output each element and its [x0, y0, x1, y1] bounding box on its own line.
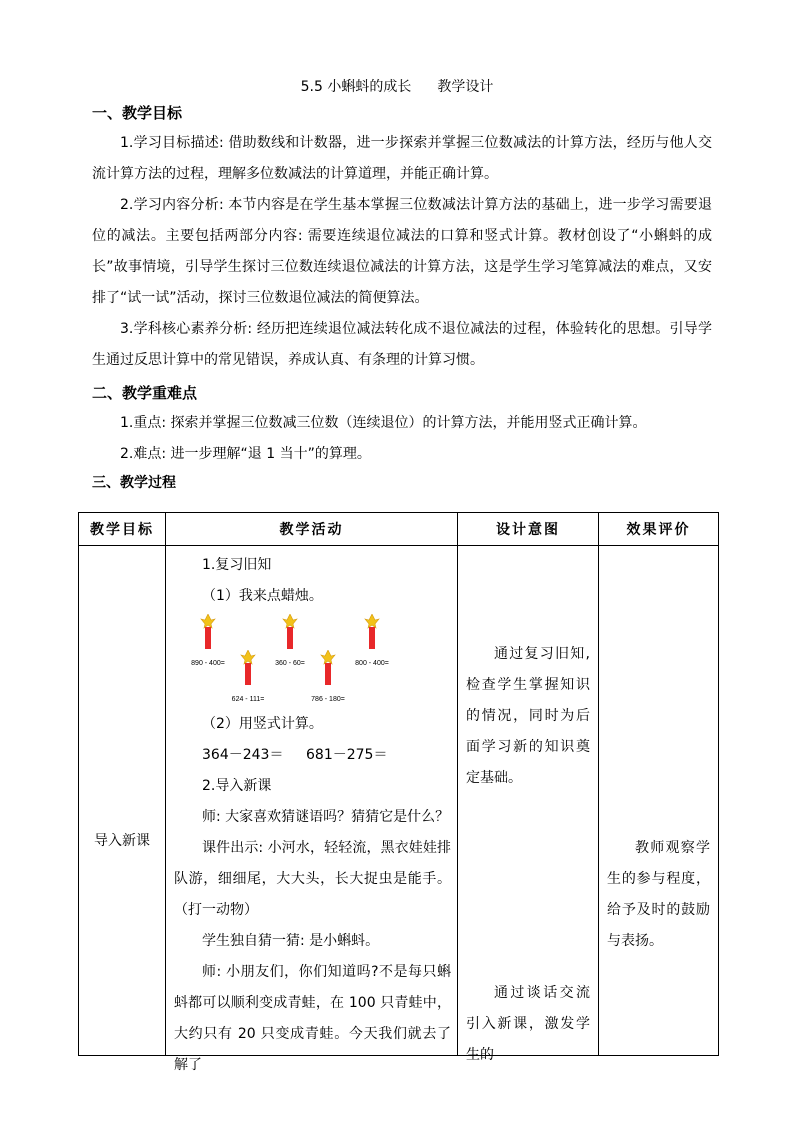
intent-text-1: 通过复习旧知,检查学生掌握知识的情况，同时为后面学习新的知识奠定基础。 — [466, 646, 590, 786]
header-intent: 设计意图 — [458, 513, 599, 546]
header-evaluation: 效果评价 — [599, 513, 719, 546]
section2-heading: 二、教学重难点 — [92, 384, 198, 402]
header-goal: 教学目标 — [79, 513, 166, 546]
candle-icon — [282, 614, 298, 650]
activity-step2: 2.导入新课 — [202, 778, 272, 794]
activity-p4: 师: 小朋友们，你们知道吗?不是每只蝌蚪都可以顺利变成青蛙，在 100 只青蛙中，大约只有 20 只变成青蛙。今天我们就去了解了 — [174, 964, 451, 1073]
cell-evaluation — [599, 546, 719, 1056]
activity-calc-row — [174, 740, 451, 771]
goal-text: 导入新课 — [94, 833, 150, 849]
candle-4 — [218, 650, 278, 715]
evaluation-text: 教师观察学生的参与程度，给予及时的鼓励与表扬。 — [607, 840, 710, 949]
table-row — [79, 546, 719, 1056]
candle-equation: 360 - 60= — [275, 660, 305, 667]
goal-paragraph-3: 3.学科核心素养分析: 经历把连续退位减法转化成不退位减法的过程，体验转化的思想。引导学生通过反思计算中的常见错误，养成认真、有条理的计算习惯。 — [92, 321, 712, 368]
activity-item1: （1）我来点蜡烛。 — [202, 588, 323, 604]
candle-icon — [240, 650, 256, 686]
candle-5 — [298, 650, 358, 715]
keypoint-paragraph-1: 1.重点: 探索并掌握三位数减三位数（连续退位）的计算方法，并能用竖式正确计算。 — [120, 415, 647, 431]
candle-equation: 624 - 111= — [231, 696, 265, 703]
cell-intent — [458, 546, 599, 1063]
section3-heading: 三、教学过程 — [92, 475, 176, 491]
process-table — [78, 512, 719, 1073]
title-sub: 教学设计 — [437, 79, 494, 95]
header-activity: 教学活动 — [166, 513, 458, 546]
candle-illustration — [174, 612, 451, 709]
document-title — [0, 76, 794, 96]
goal-paragraph-1: 1.学习目标描述: 借助数线和计数器，进一步探索并掌握三位数减法的计算方法，经历与他人交流计算方法的过程，理解多位数减法的计算道理，并能正确计算。 — [92, 135, 712, 182]
table-header-row — [79, 513, 719, 546]
calc-2: 681－275＝ — [306, 747, 388, 763]
goal-paragraph-2: 2.学习内容分析: 本节内容是在学生基本掌握三位数减法计算方法的基础上，进一步学习需要退位的减法。主要包括两部分内容: 需要连续退位减法的口算和竖式计算。教材创设了“小蝌蚪的成长”故事情境，引导学生探讨三位数连续退位减法的计算方法，这是学生学习笔算减法的难点，又安排了“试一试”活动，探讨三位数退位减法的简便算法。 — [92, 197, 712, 306]
activity-p3: 学生独自猜一猜: 是小蝌蚪。 — [202, 933, 380, 949]
intent-text-2: 通过谈话交流引入新课，激发学生的 — [466, 985, 590, 1063]
candle-equation: 890 - 400= — [191, 660, 225, 667]
candle-equation: 800 - 400= — [355, 660, 389, 667]
candle-equation: 786 - 180= — [311, 696, 345, 703]
candle-icon — [200, 614, 216, 650]
candle-icon — [364, 614, 380, 650]
section1-heading: 一、教学目标 — [92, 104, 183, 122]
calc-1: 364－243＝ — [202, 747, 284, 763]
cell-activity — [166, 546, 458, 1073]
activity-p1: 师: 大家喜欢猜谜语吗？猜猜它是什么？ — [202, 809, 450, 825]
activity-p2: 课件出示: 小河水，轻轻流，黑衣娃娃排队游，细细尾，大大头，长大捉虫是能手。（打一动物） — [174, 840, 451, 918]
keypoint-paragraph-2: 2.难点: 进一步理解“退 1 当十”的算理。 — [120, 446, 371, 462]
cell-goal — [79, 546, 166, 1056]
activity-item2: （2）用竖式计算。 — [202, 716, 323, 732]
activity-step1: 1.复习旧知 — [202, 557, 272, 573]
candle-icon — [320, 650, 336, 686]
title-main: 5.5 小蝌蚪的成长 — [300, 79, 412, 95]
